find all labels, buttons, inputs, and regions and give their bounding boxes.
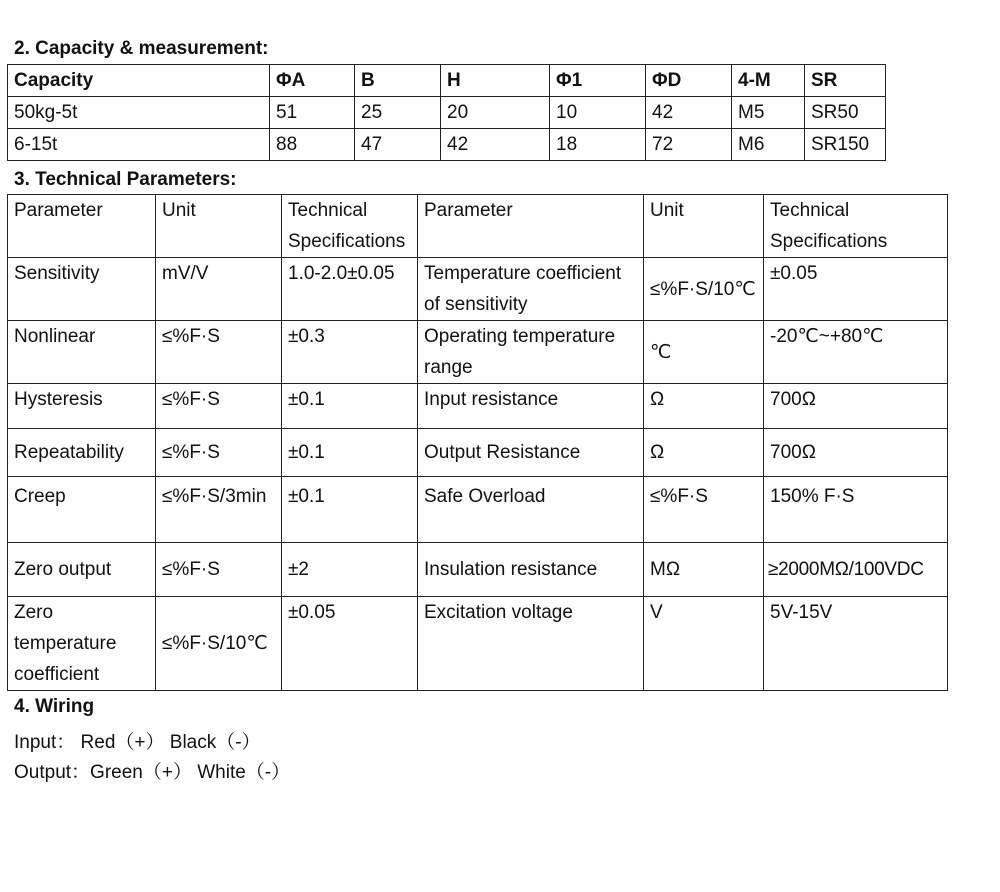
tech-header-cell: Technical Specifications <box>282 195 418 258</box>
tech-header-cell: Unit <box>644 195 764 258</box>
tech-cell: ℃ <box>644 321 764 384</box>
capacity-cell: 47 <box>355 129 441 161</box>
tech-cell: ±0.05 <box>764 258 948 321</box>
tech-cell: ±0.05 <box>282 597 418 691</box>
tech-cell: ≤%F·S <box>156 543 282 597</box>
table-row <box>8 597 948 691</box>
tech-cell: Temperature coefficient of sensitivity <box>418 258 644 321</box>
capacity-header-cell: H <box>441 65 550 97</box>
table-row <box>8 321 948 384</box>
tech-cell: Output Resistance <box>418 429 644 477</box>
tech-cell: Repeatability <box>8 429 156 477</box>
tech-cell: Nonlinear <box>8 321 156 384</box>
tech-cell: Operating temperature range <box>418 321 644 384</box>
capacity-cell: 6-15t <box>8 129 270 161</box>
section2-title: 2. Capacity & measurement: <box>14 38 269 59</box>
tech-cell: mV/V <box>156 258 282 321</box>
tech-cell: Hysteresis <box>8 384 156 429</box>
capacity-cell: 10 <box>550 97 646 129</box>
tech-cell: ≤%F·S <box>156 384 282 429</box>
tech-header-row <box>8 195 948 258</box>
table-row <box>8 258 948 321</box>
tech-cell: Zero temperature coefficient <box>8 597 156 691</box>
tech-header-cell: Technical Specifications <box>764 195 948 258</box>
capacity-header-cell: B <box>355 65 441 97</box>
tech-cell: Excitation voltage <box>418 597 644 691</box>
tech-cell: Safe Overload <box>418 477 644 543</box>
capacity-cell: 20 <box>441 97 550 129</box>
tech-cell: Input resistance <box>418 384 644 429</box>
capacity-cell: 51 <box>270 97 355 129</box>
tech-header-cell: Unit <box>156 195 282 258</box>
capacity-cell: 88 <box>270 129 355 161</box>
tech-cell: Creep <box>8 477 156 543</box>
technical-parameters-table <box>7 194 948 691</box>
capacity-cell: M6 <box>732 129 805 161</box>
capacity-cell: 25 <box>355 97 441 129</box>
tech-cell: MΩ <box>644 543 764 597</box>
table-row <box>8 129 886 161</box>
tech-cell: ±0.1 <box>282 429 418 477</box>
capacity-header-cell: SR <box>805 65 886 97</box>
tech-cell: 700Ω <box>764 384 948 429</box>
tech-header-cell: Parameter <box>418 195 644 258</box>
tech-cell: 150% F·S <box>764 477 948 543</box>
tech-cell: Ω <box>644 429 764 477</box>
tech-cell: ≥2000MΩ/100VDC <box>764 543 948 597</box>
tech-cell: 5V-15V <box>764 597 948 691</box>
capacity-cell: 42 <box>441 129 550 161</box>
section4-title: 4. Wiring <box>14 696 95 717</box>
tech-cell: ±0.1 <box>282 477 418 543</box>
capacity-cell: 42 <box>646 97 732 129</box>
tech-cell: ≤%F·S/3min <box>156 477 282 543</box>
tech-cell: ±0.1 <box>282 384 418 429</box>
table-row <box>8 429 948 477</box>
tech-cell: ≤%F·S/10℃ <box>644 258 764 321</box>
tech-cell: V <box>644 597 764 691</box>
capacity-header-cell: ΦD <box>646 65 732 97</box>
capacity-cell: 18 <box>550 129 646 161</box>
tech-cell: 700Ω <box>764 429 948 477</box>
tech-cell: ≤%F·S <box>156 321 282 384</box>
tech-cell: ±0.3 <box>282 321 418 384</box>
section3-title: 3. Technical Parameters: <box>14 169 237 190</box>
capacity-cell: M5 <box>732 97 805 129</box>
tech-header-cell: Parameter <box>8 195 156 258</box>
tech-cell: Insulation resistance <box>418 543 644 597</box>
capacity-header-cell: Φ1 <box>550 65 646 97</box>
table-row <box>8 477 948 543</box>
tech-cell: Sensitivity <box>8 258 156 321</box>
capacity-cell: SR50 <box>805 97 886 129</box>
capacity-table <box>7 64 886 161</box>
tech-cell: Ω <box>644 384 764 429</box>
tech-cell: ±2 <box>282 543 418 597</box>
tech-cell: 1.0-2.0±0.05 <box>282 258 418 321</box>
capacity-header-cell: ΦA <box>270 65 355 97</box>
wiring-input: Input： Red（+） Black（-） <box>14 732 261 753</box>
wiring-output: Output：Green（+） White（-） <box>14 762 291 783</box>
capacity-cell: SR150 <box>805 129 886 161</box>
capacity-cell: 50kg-5t <box>8 97 270 129</box>
tech-cell: ≤%F·S <box>644 477 764 543</box>
capacity-header-cell: 4-M <box>732 65 805 97</box>
tech-cell: -20℃~+80℃ <box>764 321 948 384</box>
capacity-header-cell: Capacity <box>8 65 270 97</box>
table-row <box>8 384 948 429</box>
capacity-header-row <box>8 65 886 97</box>
table-row <box>8 97 886 129</box>
capacity-cell: 72 <box>646 129 732 161</box>
tech-cell: ≤%F·S <box>156 429 282 477</box>
tech-cell: ≤%F·S/10℃ <box>156 597 282 691</box>
table-row <box>8 543 948 597</box>
tech-cell: Zero output <box>8 543 156 597</box>
